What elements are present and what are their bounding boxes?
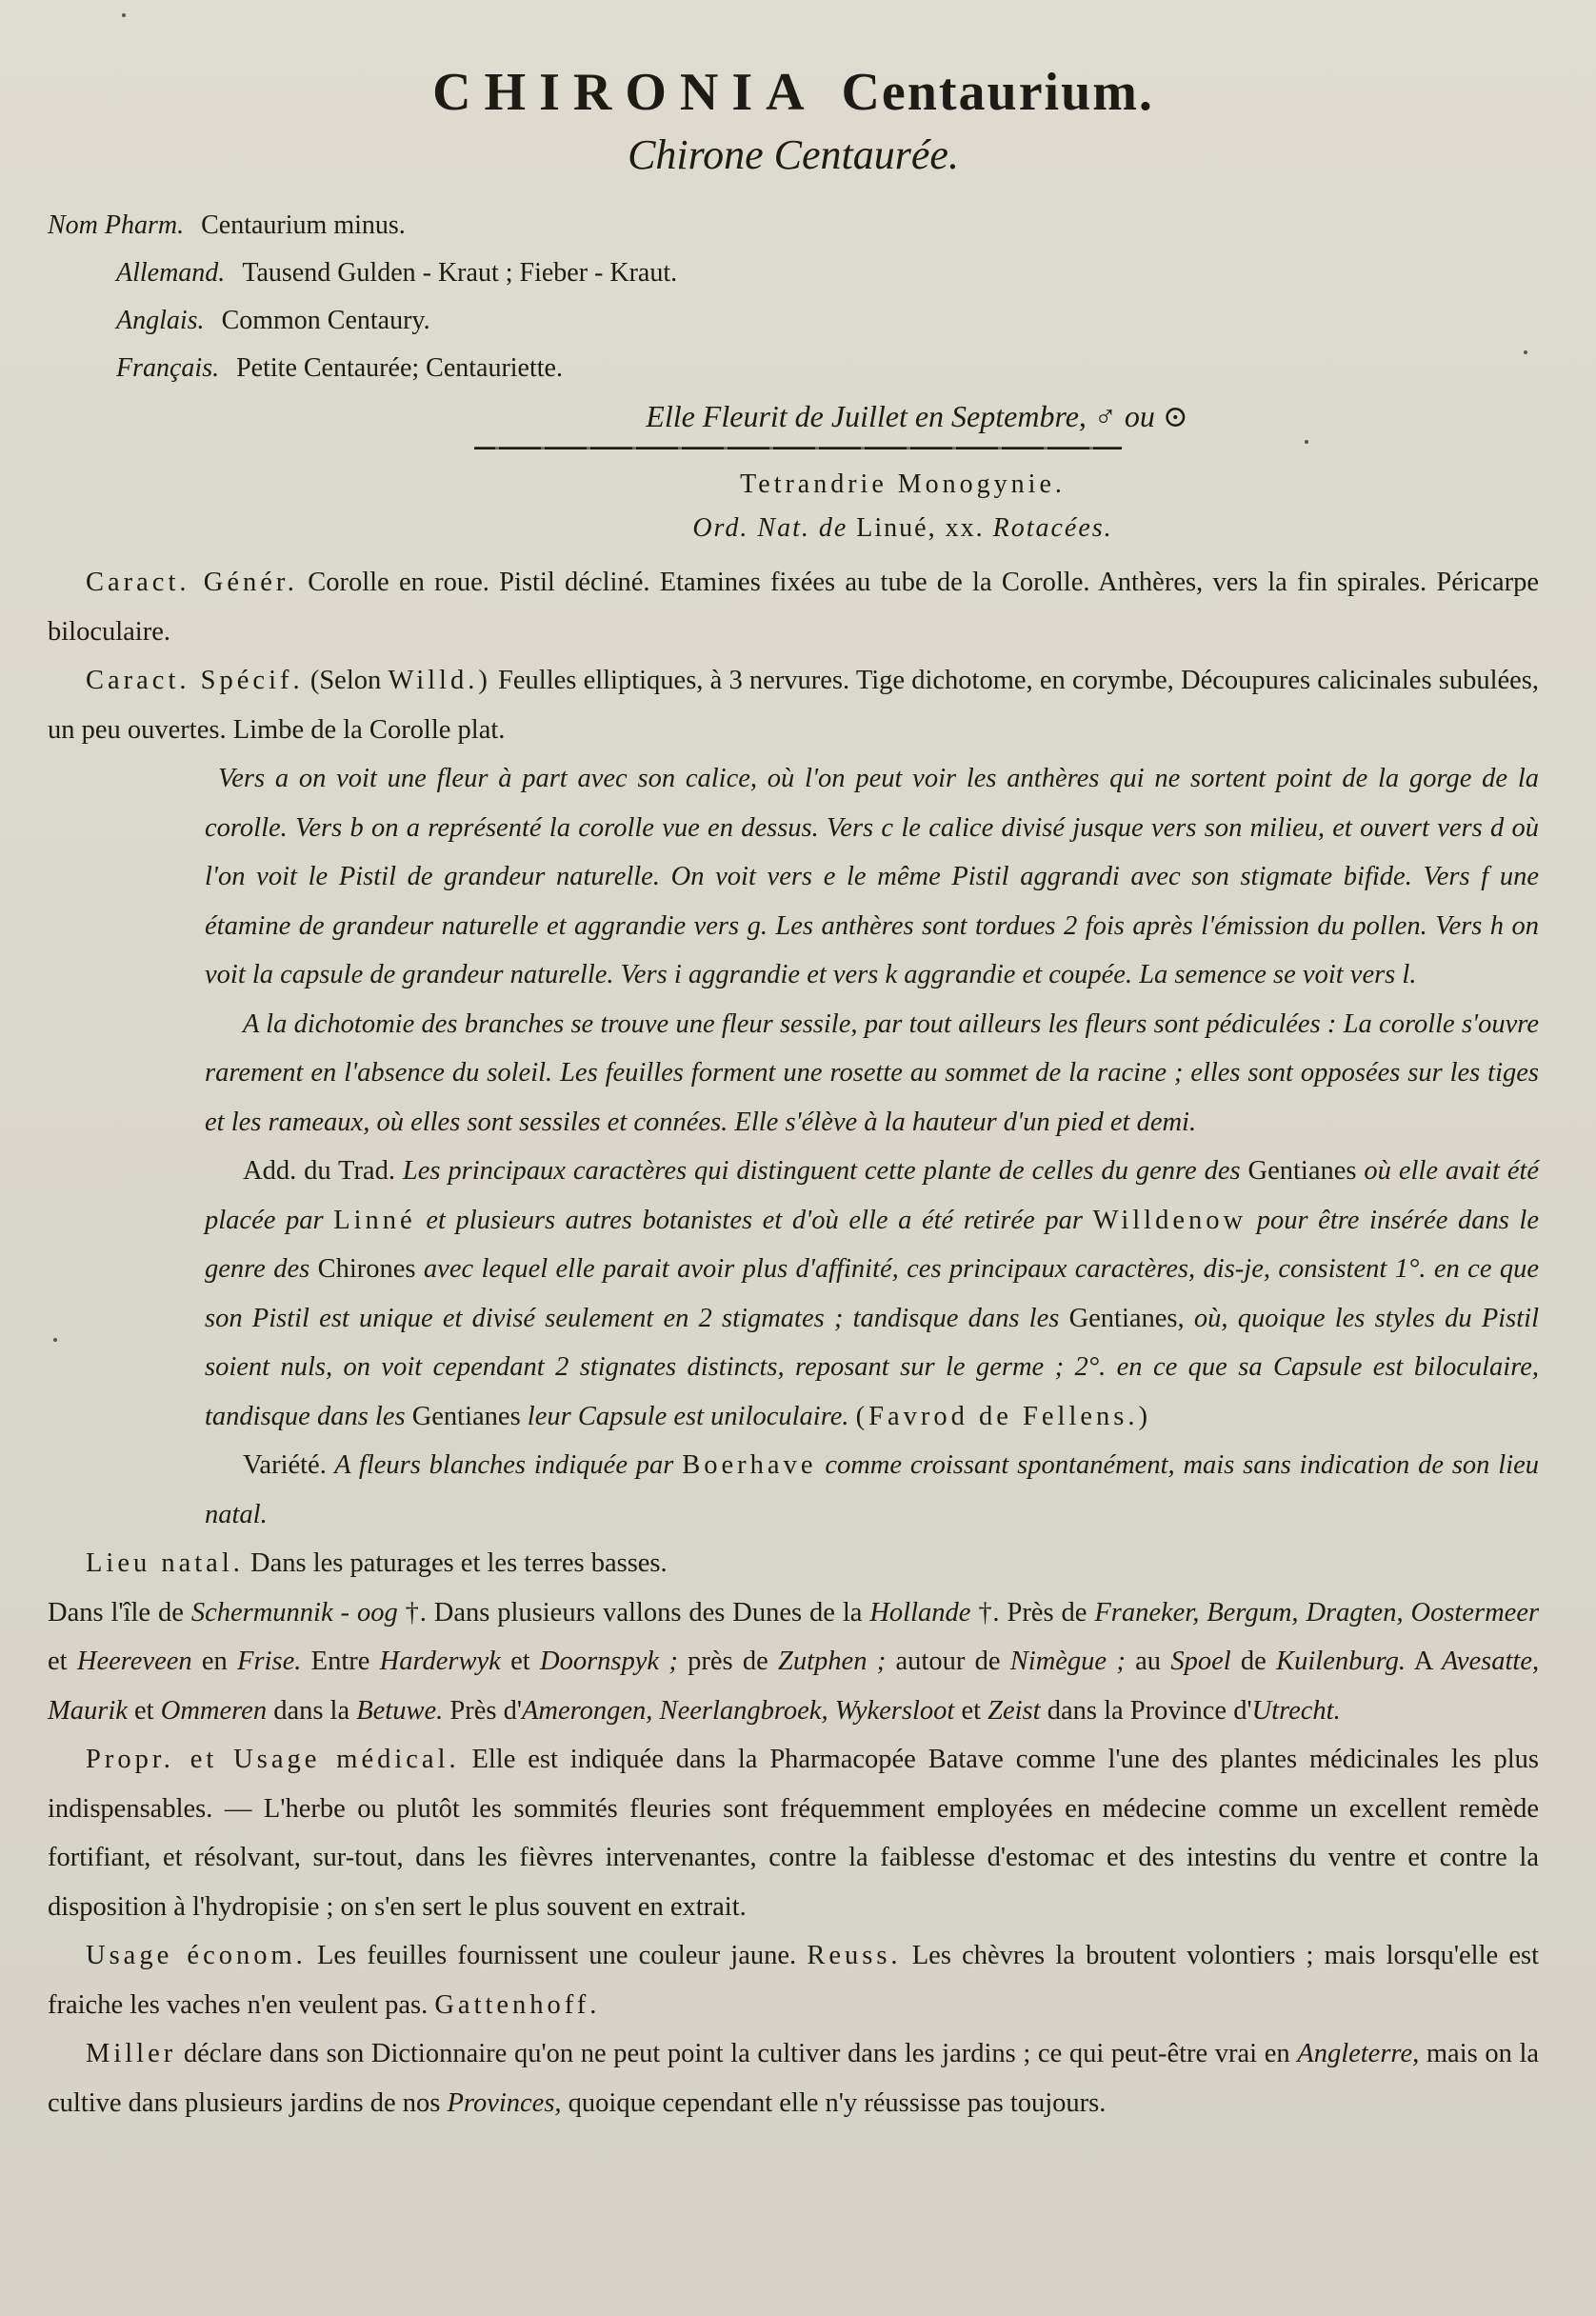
paragraph-text: avec lequel elle parait avoir plus d'affinité, ces principaux caractères, dis-je, consistent 1°. en ce que son Pistil est unique et divisé seulement en 2 stigmates ; tandisque dans les [205, 1254, 1540, 1333]
paragraph-text: Les feuilles fournissent une couleur jaune. [316, 1941, 797, 1970]
section-heading: Variété. [243, 1450, 327, 1480]
decorative-divider [474, 444, 1122, 451]
variety-paragraph [205, 1441, 1539, 1539]
paragraph-text: †. Dans plusieurs vallons des Dunes de la [405, 1597, 863, 1627]
paragraph-text: et [510, 1647, 530, 1676]
name-value: Centaurium minus. [201, 210, 406, 240]
name-label: Allemand. [116, 258, 226, 288]
name-label: Français. [116, 353, 220, 383]
name-row-english [48, 297, 1539, 345]
translator-addition [205, 1147, 1539, 1441]
author-ref: Willdenow [1092, 1205, 1247, 1235]
description-body [48, 558, 1539, 754]
section-heading: Caract. Génér. [86, 568, 298, 597]
figure-explanation: Vers a on voit une fleur à part avec son calice, où l'on peut voir les anthères qui ne sortent point de la gorge de la corolle. Vers b on a représenté la corolle vue en dessus. Vers c le calice divisé jusque vers son milieu, et ouvert vers d où l'on voit le Pistil de grandeur naturelle. On voit vers e le même Pistil aggrandi avec son stigmate bifide. Vers f une étamine de grandeur naturelle et aggrandie vers g. Les anthères sont tordues 2 fois après l'émission du pollen. Vers h on voit la capsule de grandeur naturelle. Vers i aggrandie et vers k aggrandie et coupée. La semence se voit vers l. [205, 764, 1539, 989]
place-name: Ommeren [160, 1695, 268, 1726]
genus-ref: Chirones [317, 1254, 416, 1284]
paragraph-text: A fleurs blanches indiquée par [334, 1450, 674, 1480]
name-row-pharm [48, 202, 1539, 250]
place-name: Betuwe. [356, 1695, 444, 1726]
place-name: Utrecht. [1251, 1695, 1341, 1726]
paragraph-text: Elle est indiquée dans la Pharmacopée Batave comme l'une des plantes médicinales les plus indispensables. — L'herbe ou plutôt les sommités fleuries sont fréquemment employées en médecine comme un excellent remède fortifiant, et résolvant, sur-tout, dans les fièvres intervenantes, contre la faiblesse d'estomac et des intestins du ventre et contre la disposition à l'hydropisie ; on s'en sert le plus souvent en extrait. [48, 1745, 1539, 1922]
paragraph-text: au [1135, 1647, 1162, 1676]
page-title [48, 59, 1539, 126]
paragraph-text: et [48, 1647, 68, 1676]
place-name: Amerongen, Neerlangbroek, Wykersloot [521, 1695, 955, 1726]
place-name: Schermunnik - oog [190, 1597, 398, 1627]
paragraph-text: de [1240, 1647, 1267, 1676]
paragraph-text: Les chèvres la broutent volontiers ; mais lorsqu'elle est fraiche les vaches n'en veulent pas. [48, 1941, 1540, 2020]
place-name: Hollande [869, 1597, 971, 1627]
place-name: Spoel [1170, 1647, 1231, 1676]
common-name: Chirone Centaurée. [628, 131, 959, 178]
genus-name: CHIRONIA [432, 63, 815, 122]
paragraph-text: où, quoique les styles du Pistil soient nuls, on voit cependant 2 stignates distincts, reposant sur le germe ; 2°. en ce que sa Capsule est biloculaire, tandisque dans les [205, 1303, 1540, 1431]
habitat-and-uses [48, 1539, 1539, 2127]
place-name: Angleterre, [1297, 2039, 1420, 2068]
paragraph-text: en [201, 1647, 228, 1676]
name-row-french [48, 345, 1539, 392]
name-label: Anglais. [116, 306, 205, 335]
citation: (Favrod de Fellens.) [855, 1401, 1151, 1431]
name-label: Nom Pharm. [48, 210, 185, 240]
section-heading: Caract. Spécif. [86, 666, 304, 695]
ord-author: Linué, [856, 513, 937, 543]
paragraph-text: leur Capsule est uniloculaire. [527, 1401, 849, 1431]
paragraph-text: dans la Province d' [1047, 1695, 1252, 1726]
place-name: Frise. [237, 1647, 302, 1676]
paragraph-text: Entre [310, 1647, 370, 1676]
paragraph-text: †. Près de [978, 1597, 1087, 1627]
place-name: Franeker, Bergum, Dragten, Oostermeer [1094, 1597, 1540, 1627]
place-name: Zeist [988, 1695, 1041, 1726]
author-ref: Boerhave [682, 1450, 817, 1480]
author-ref: Gattenhoff. [434, 1989, 601, 2020]
paper-speck [1524, 350, 1527, 354]
ord-number: xx. [945, 513, 985, 543]
cultivation-note [48, 2029, 1539, 2127]
natural-order [267, 507, 1539, 550]
section-text: Corolle en roue. Pistil décliné. Etamines fixées au tube de la Corolle. Anthères, vers la fin spirales. Péricarpe biloculaire. [48, 568, 1540, 647]
place-name: Harderwyk [379, 1647, 501, 1676]
vernacular-names [48, 202, 1539, 392]
genus-ref: Gentianes [411, 1401, 521, 1431]
genus-ref: Gentianes, [1068, 1303, 1185, 1333]
ord-family: Rotacées. [992, 513, 1113, 543]
paragraph-text: déclare dans son Dictionnaire qu'on ne peut point la cultiver dans les jardins ; ce qui peut-être vrai en [183, 2039, 1290, 2068]
section-heading: Propr. et Usage médical. [86, 1745, 460, 1774]
medical-use [48, 1735, 1539, 1931]
place-name: Nimègue ; [1009, 1647, 1126, 1676]
author-name: Willd.) [388, 666, 491, 695]
place-name: Heereveen [76, 1647, 192, 1676]
paragraph-text: Dans les paturages et les terres basses. [250, 1548, 668, 1578]
author-ref: Reuss. [807, 1941, 902, 1970]
paragraph-text: A [1413, 1647, 1432, 1676]
paragraph-text: où elle avait été placée par [205, 1156, 1540, 1235]
habitat-localities [48, 1588, 1539, 1736]
specific-characters [48, 656, 1539, 754]
generic-characters [48, 558, 1539, 656]
section-heading: Add. du Trad. [243, 1156, 395, 1186]
figure-description [205, 754, 1539, 1539]
paper-speck [1305, 440, 1308, 444]
paper-speck [53, 1338, 57, 1342]
dichotomy-paragraph: A la dichotomie des branches se trouve une fleur sessile, par tout ailleurs les fleurs sont pédiculées : La corolle s'ouvre rarement en l'absence du soleil. Les feuilles forment une rosette au sommet de la racine ; elles sont opposées sur les tiges et les rameaux, où elles sont sessiles et connées. Elle s'élève à la hauteur d'un pied et demi. [205, 1008, 1539, 1137]
place-name: Kuilenburg. [1276, 1647, 1406, 1676]
habitat-heading-line [48, 1539, 1539, 1588]
author-ref: Miller [86, 2039, 177, 2068]
flowering-period: Elle Fleurit de Juillet en Septembre, ♂ ou ⊙ [646, 399, 1188, 433]
paragraph-text: comme croissant spontanément, mais sans indication de son lieu natal. [205, 1450, 1540, 1529]
paragraph-text: et [134, 1695, 154, 1726]
name-value: Petite Centaurée; Centauriette. [236, 353, 563, 383]
author-prefix: (Selon [309, 666, 382, 695]
ord-prefix: Ord. Nat. [692, 513, 810, 543]
place-name: Zutphen ; [778, 1647, 887, 1676]
paragraph-text: et [961, 1695, 982, 1726]
section-heading: Usage économ. [86, 1941, 307, 1970]
paragraph-text: Les principaux caractères qui distinguent cette plante de celles du genre des [402, 1156, 1241, 1186]
section-heading: Lieu natal. [86, 1548, 244, 1578]
author-ref: Linné [333, 1205, 416, 1235]
paragraph-text: Dans l'île de [48, 1597, 184, 1627]
place-name: Provinces, [447, 2087, 562, 2118]
section-text: Feulles elliptiques, à 3 nervures. Tige dichotome, en corymbe, Découpures calicinales subulées, un peu ouvertes. Limbe de la Corolle plat. [48, 666, 1540, 745]
paragraph-text: et plusieurs autres botanistes et d'où elle a été retirée par [426, 1205, 1083, 1235]
ord-de: de [818, 513, 848, 543]
paragraph-text: mais on la cultive dans plusieurs jardins de nos [48, 2039, 1540, 2118]
paragraph-text: pour être insérée dans le genre des [205, 1205, 1540, 1284]
name-row-german [48, 250, 1539, 297]
paragraph-text: Près d' [449, 1695, 522, 1726]
name-value: Common Centaury. [221, 306, 430, 335]
genus-ref: Gentianes [1247, 1156, 1357, 1186]
place-name: Doornspyk ; [539, 1647, 678, 1676]
paragraph-text: près de [688, 1647, 768, 1676]
paper-speck [122, 13, 126, 17]
species-name: Centaurium. [841, 63, 1154, 122]
economic-use [48, 1931, 1539, 2029]
name-value: Tausend Gulden - Kraut ; Fieber - Kraut. [242, 258, 678, 288]
linnaean-class: Tetrandrie Monogynie. [740, 469, 1066, 499]
paragraph-text: autour de [895, 1647, 1001, 1676]
place-name: Avesatte, Maurik [48, 1647, 1540, 1726]
paragraph-text: dans la [273, 1695, 350, 1726]
paragraph-text: quoique cependant elle n'y réussisse pas toujours. [568, 2087, 1107, 2118]
